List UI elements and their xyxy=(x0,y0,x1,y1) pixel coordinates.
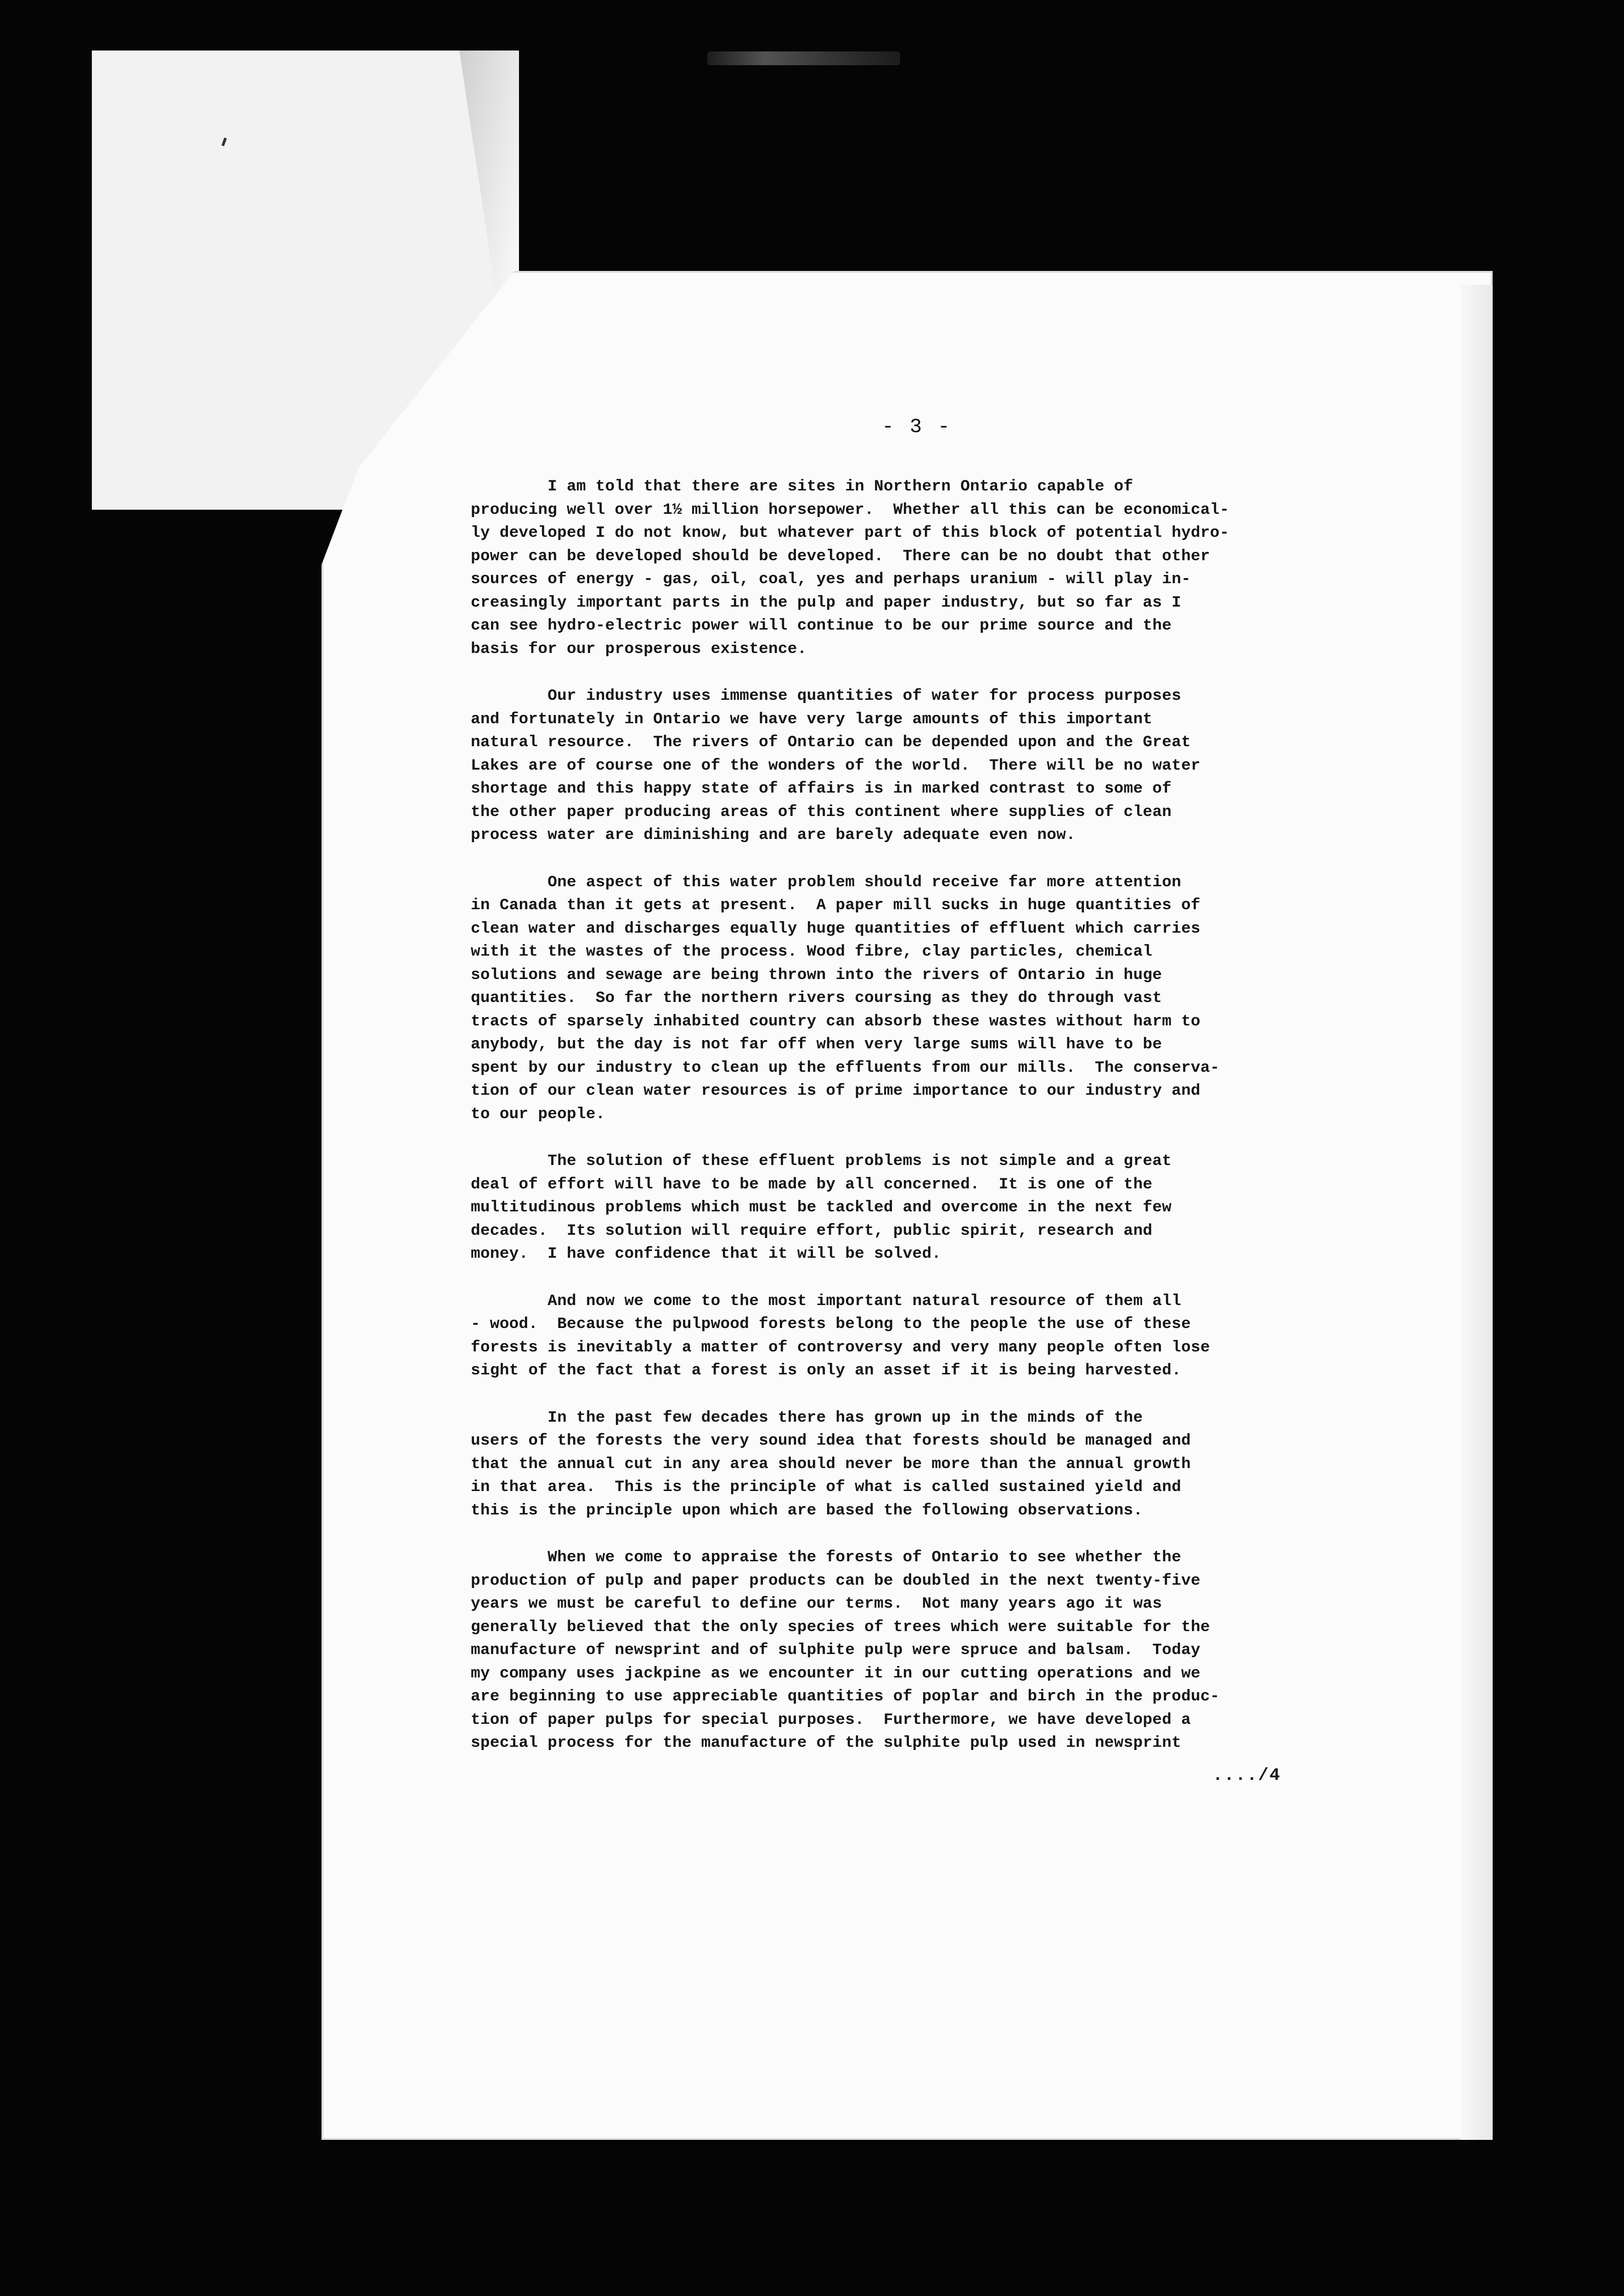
text-line: In the past few decades there has grown up in the minds of the xyxy=(471,1408,1143,1427)
text-line: Lakes are of course one of the wonders of the world. There will be no water xyxy=(471,756,1201,775)
text-line: can see hydro-electric power will continue to be our prime source and the xyxy=(471,617,1172,635)
text-line: producing well over 1½ million horsepower. Whether all this can be economical- xyxy=(471,501,1229,519)
text-line: this is the principle upon which are based the following observations. xyxy=(471,1501,1143,1519)
text-line: anybody, but the day is not far off when very large sums will have to be xyxy=(471,1035,1162,1053)
text-line: the other paper producing areas of this continent where supplies of clean xyxy=(471,803,1172,821)
text-line: that the annual cut in any area should never be more than the annual growth xyxy=(471,1455,1191,1473)
text-line: One aspect of this water problem should receive far more attention xyxy=(471,873,1181,891)
text-line: tion of our clean water resources is of prime importance to our industry and xyxy=(471,1082,1201,1100)
text-line: production of pulp and paper products can be doubled in the next twenty-five xyxy=(471,1571,1201,1590)
text-line: generally believed that the only species of trees which were suitable for the xyxy=(471,1618,1210,1636)
text-line: years we must be careful to define our terms. Not many years ago it was xyxy=(471,1595,1162,1613)
text-line: in that area. This is the principle of what is called sustained yield and xyxy=(471,1478,1181,1496)
paragraph-gap xyxy=(471,1266,1364,1290)
text-line: The solution of these effluent problems is not simple and a great xyxy=(471,1152,1172,1170)
text-line: are beginning to use appreciable quantities of poplar and birch in the produc- xyxy=(471,1688,1220,1705)
text-line: process water are diminishing and are barely adequate even now. xyxy=(471,826,1076,844)
paragraph-gap xyxy=(471,661,1364,685)
text-line: with it the wastes of the process. Wood fibre, clay particles, chemical xyxy=(471,943,1153,961)
text-line: When we come to appraise the forests of Ontario to see whether the xyxy=(471,1548,1181,1566)
film-scratch-mark xyxy=(707,51,900,65)
text-line: quantities. So far the northern rivers coursing as they do through vast xyxy=(471,989,1162,1007)
text-line: to our people. xyxy=(471,1105,605,1123)
text-line: basis for our prosperous existence. xyxy=(471,640,807,658)
text-line: tion of paper pulps for special purposes. Furthermore, we have developed a xyxy=(471,1711,1191,1729)
text-line: tracts of sparsely inhabited country can absorb these wastes without harm to xyxy=(471,1012,1201,1030)
text-line: users of the forests the very sound idea that forests should be managed and xyxy=(471,1432,1191,1450)
paragraph-gap xyxy=(471,1383,1364,1407)
text-line: deal of effort will have to be made by all concerned. It is one of the xyxy=(471,1175,1153,1193)
paragraph-gap xyxy=(471,1126,1364,1150)
text-line: ly developed I do not know, but whatever part of this block of potential hydro- xyxy=(471,524,1229,542)
text-line: solutions and sewage are being thrown into the rivers of Ontario in huge xyxy=(471,966,1162,984)
text-line: spent by our industry to clean up the effluents from our mills. The conserva- xyxy=(471,1058,1220,1077)
text-line: decades. Its solution will require effort, public spirit, research and xyxy=(471,1221,1153,1240)
continuation-marker: ..../4 xyxy=(1212,1766,1281,1785)
text-line: shortage and this happy state of affairs is in marked contrast to some of xyxy=(471,780,1172,798)
text-line: special process for the manufacture of the sulphite pulp used in newsprint xyxy=(471,1734,1181,1752)
text-line: And now we come to the most important natural resource of them all xyxy=(471,1292,1181,1310)
paragraph-gap xyxy=(471,847,1364,871)
text-line: sight of the fact that a forest is only an asset if it is being harvested. xyxy=(471,1362,1181,1379)
text-line: manufacture of newsprint and of sulphite pulp were spruce and balsam. Today xyxy=(471,1641,1201,1659)
text-line: power can be developed should be developed. There can be no doubt that other xyxy=(471,547,1210,565)
text-line: Our industry uses immense quantities of water for process purposes xyxy=(471,687,1181,705)
text-line: in Canada than it gets at present. A paper mill sucks in huge quantities of xyxy=(471,896,1201,914)
text-line: my company uses jackpine as we encounter it in our cutting operations and we xyxy=(471,1664,1201,1683)
page-number: - 3 - xyxy=(882,416,952,439)
text-line: sources of energy - gas, oil, coal, yes and perhaps uranium - will play in- xyxy=(471,570,1191,588)
text-line: money. I have confidence that it will be solved. xyxy=(471,1245,942,1263)
text-line: I am told that there are sites in Northern Ontario capable of xyxy=(471,478,1133,495)
text-line: creasingly important parts in the pulp and paper industry, but so far as I xyxy=(471,593,1181,612)
text-line: clean water and discharges equally huge quantities of effluent which carries xyxy=(471,919,1201,938)
text-line: - wood. Because the pulpwood forests belong to the people the use of these xyxy=(471,1315,1191,1333)
text-line: and fortunately in Ontario we have very large amounts of this important xyxy=(471,710,1153,728)
text-line: natural resource. The rivers of Ontario can be depended upon and the Great xyxy=(471,733,1191,751)
page-right-edge xyxy=(1460,285,1493,2140)
typed-body-text xyxy=(471,475,1364,1755)
text-line: multitudinous problems which must be tackled and overcome in the next few xyxy=(471,1199,1172,1216)
text-line: forests is inevitably a matter of controversy and very many people often lose xyxy=(471,1338,1210,1356)
paragraph-gap xyxy=(471,1522,1364,1546)
